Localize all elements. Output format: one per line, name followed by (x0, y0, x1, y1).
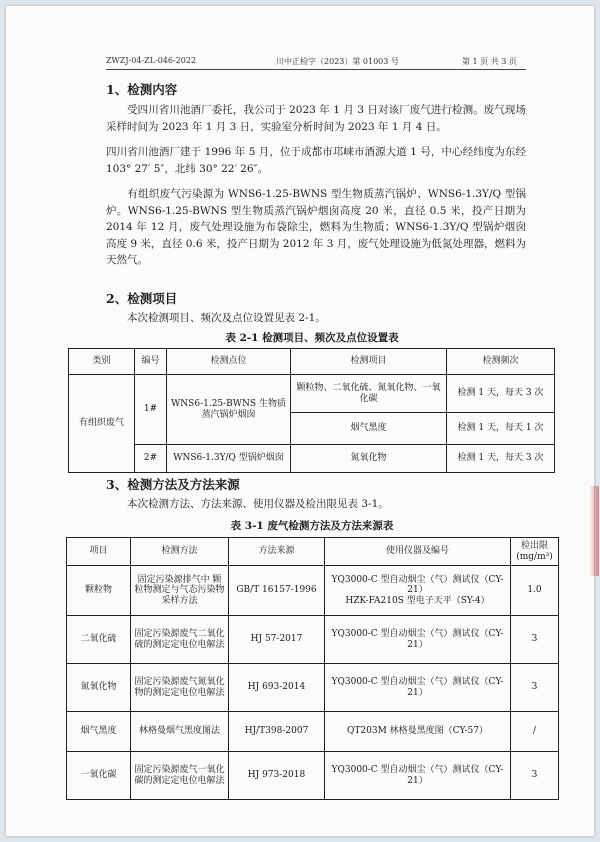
item-cell: 氮氧化物 (291, 445, 447, 473)
instrument-cell: YQ3000-C 型自动烟尘（气）测试仪（CY-21） (325, 752, 511, 800)
table-row (67, 616, 559, 664)
section-1-para-2 (106, 144, 526, 177)
col-header-instrument: 使用仪器及编号 (325, 538, 511, 566)
limit-cell: 1.0 (511, 566, 559, 616)
instrument-cell: QT203M 林格曼黑度图（CY-57） (325, 712, 511, 752)
document-page (6, 6, 594, 836)
instrument-line: YQ3000-C 型自动烟尘（气）测试仪（CY-21） (331, 574, 504, 596)
point-cell: WNS6-1.3Y/Q 型锅炉烟囱 (167, 445, 291, 473)
section-1-title: 1、检测内容 (106, 82, 178, 97)
seal-stamp-edge (589, 486, 599, 576)
table-row (67, 712, 559, 752)
col-header-category: 类别 (69, 349, 135, 375)
limit-header-label: 检出限 (520, 541, 548, 551)
method-cell: 固定污染源废气氮氧化物的测定定电位电解法 (131, 664, 229, 712)
source-cell: HJ 693-2014 (229, 664, 325, 712)
item-cell: 二氧化硫 (67, 616, 131, 664)
section-1-para-3 (106, 186, 526, 269)
table-row (67, 664, 559, 712)
section-1-para-2-text: 四川省川池酒厂建于 1996 年 5 月，位于成都市邛崃市酒源大道 1 号，中心经纬度为东经 103° 27′ 5″，北纬 30° 22′ 26″。 (106, 146, 526, 175)
section-3-title: 3、检测方法及方法来源 (106, 477, 240, 492)
point-cell: WNS6-1.25-BWNS 生物质蒸汽锅炉烟囱 (167, 375, 291, 445)
method-cell: 固定污染源废气二氧化硫的测定定电位电解法 (131, 616, 229, 664)
limit-cell: 3 (511, 664, 559, 712)
table-row (67, 752, 559, 800)
frequency-cell: 检测 1 天，每天 3 次 (447, 375, 555, 413)
source-cell: HJ 57-2017 (229, 616, 325, 664)
table-3-1 (66, 537, 559, 800)
col-header-number: 编号 (135, 349, 167, 375)
limit-cell: / (511, 712, 559, 752)
table-header-row (67, 538, 559, 566)
section-2-para-1 (106, 310, 526, 327)
col-header-point: 检测点位 (167, 349, 291, 375)
source-cell: GB/T 16157-1996 (229, 566, 325, 616)
item-cell: 烟气黑度 (291, 413, 447, 445)
table-row (69, 375, 555, 413)
table-3-1-caption: 表 3-1 废气检测方法及方法来源表 (230, 520, 394, 532)
source-cell: HJ 973-2018 (229, 752, 325, 800)
table-2-1 (68, 348, 555, 473)
col-header-limit (511, 538, 559, 566)
instrument-line-2: HZK-FA210S 型电子天平（SY-4） (345, 595, 490, 606)
header-divider (106, 69, 526, 70)
col-header-method: 检测方法 (131, 538, 229, 566)
doc-code: ZWZJ-04-ZL-046-2022 (106, 56, 197, 65)
item-cell: 一氧化碳 (67, 752, 131, 800)
col-header-source: 方法来源 (229, 538, 325, 566)
item-cell: 颗粒物 (67, 566, 131, 616)
limit-unit: (mg/m³) (516, 551, 553, 562)
table-2-1-caption: 表 2-1 检测项目、频次及点位设置表 (225, 332, 399, 344)
col-header-item: 检测项目 (291, 349, 447, 375)
limit-cell: 3 (511, 616, 559, 664)
source-cell: HJ/T398-2007 (229, 712, 325, 752)
instrument-cell: YQ3000-C 型自动烟尘（气）测试仪（CY-21） (325, 616, 511, 664)
item-cell: 氮氧化物 (67, 664, 131, 712)
section-3-para-1 (106, 496, 526, 513)
col-header-item: 项目 (67, 538, 131, 566)
number-cell: 1# (135, 375, 167, 445)
report-number: 川中正检字（2023）第 01003 号 (276, 57, 399, 66)
limit-cell: 3 (511, 752, 559, 800)
table-row (69, 445, 555, 473)
section-1-para-1 (106, 102, 526, 135)
col-header-frequency: 检测频次 (447, 349, 555, 375)
section-1-para-3-text: 有组织废气污染源为 WNS6-1.25-BWNS 型生物质蒸汽锅炉、WNS6-1.3Y/Q 型锅炉。WNS6-1.25-BWNS 型生物质蒸汽锅炉烟囱高度 20 米，直径 0.5 米，投产日期为 2014 年 12 月，废气处理设施为布袋除尘，燃料为生物质；WNS6-1.3Y/Q 型锅炉烟囱高度 9 米，直径 0.6 米，投产日期为 2012 年 3 月，废气处理设施为低氮处理器，燃料为天然气。 (106, 188, 526, 266)
section-2-para-1-text: 本次检测项目、频次及点位设置见表 2-1。 (127, 312, 326, 324)
number-cell: 2# (135, 445, 167, 473)
frequency-cell: 检测 1 天，每天 3 次 (447, 445, 555, 473)
table-row (67, 566, 559, 616)
item-cell: 颗粒物、二氧化硫、氮氧化物、一氧化碳 (291, 375, 447, 413)
section-3-para-1-text: 本次检测方法、方法来源、使用仪器及检出限见表 3-1。 (127, 498, 389, 510)
method-cell: 林格曼烟气黑度图法 (131, 712, 229, 752)
instrument-cell: YQ3000-C 型自动烟尘（气）测试仪（CY-21） (325, 664, 511, 712)
section-1-para-1-text: 受四川省川池酒厂委托，我公司于 2023 年 1 月 3 日对该厂废气进行检测。废气现场采样时间为 2023 年 1 月 3 日，实验室分析时间为 2023 年 1 月 4 日。 (106, 104, 526, 133)
method-cell: 固定污染源废气一氧化碳的测定定电位电解法 (131, 752, 229, 800)
section-2-title: 2、检测项目 (106, 291, 178, 306)
method-cell: 固定污染源排气中 颗粒物测定与气态污染物采样方法 (131, 566, 229, 616)
instrument-cell (325, 566, 511, 616)
page-number: 第 1 页 共 3 页 (462, 57, 517, 66)
table-header-row (69, 349, 555, 375)
item-cell: 烟气黑度 (67, 712, 131, 752)
category-cell: 有组织废气 (69, 375, 135, 473)
frequency-cell: 检测 1 天，每天 1 次 (447, 413, 555, 445)
